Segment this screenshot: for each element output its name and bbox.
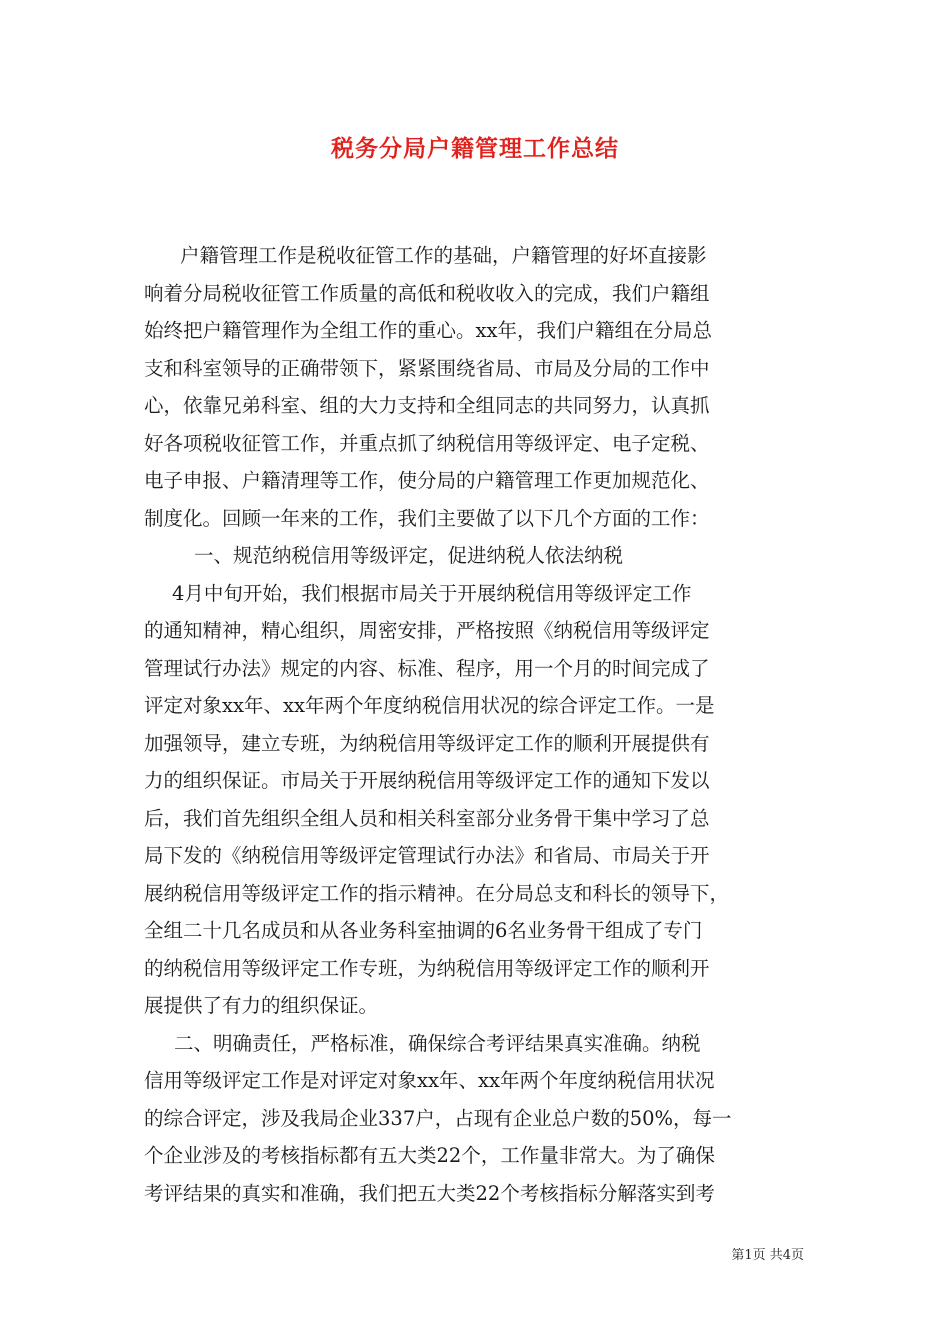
text-line: 的综合评定，涉及我局企业337户，占现有企业总户数的50%，每一 [144,1106,732,1130]
text-line: 4月中旬开始，我们根据市局关于开展纳税信用等级评定工作 [172,581,692,605]
text-line: 加强领导，建立专班，为纳税信用等级评定工作的顺利开展提供有 [144,731,710,755]
document-body [144,237,808,1212]
text-line: 心，依靠兄弟科室、组的大力支持和全组同志的共同努力，认真抓 [144,394,710,417]
text-line: 展提供了有力的组织保证。 [144,994,379,1017]
text-line: 展纳税信用等级评定工作的指示精神。在分局总支和科长的领导下， [144,881,730,905]
text-line: 好各项税收征管工作，并重点抓了纳税信用等级评定、电子定税、 [144,431,710,455]
text-line: 制度化。回顾一年来的工作，我们主要做了以下几个方面的工作： [144,506,710,530]
text-line: 始终把户籍管理作为全组工作的重心。xx年，我们户籍组在分局总 [144,319,712,342]
text-line: 户籍管理工作是税收征管工作的基础，户籍管理的好坏直接影 [180,244,707,267]
page-footer: 第1页 共4页 [731,1248,804,1263]
text-line: 全组二十几名成员和从各业务科室抽调的6名业务骨干组成了专门 [144,919,703,942]
text-line: 考评结果的真实和准确，我们把五大类22个考核指标分解落实到考 [144,1181,715,1205]
text-line: 局下发的《纳税信用等级评定管理试行办法》和省局、市局关于开 [144,844,710,867]
document-title: 税务分局户籍管理工作总结 [331,135,619,162]
text-line: 电子申报、户籍清理等工作，使分局的户籍管理工作更加规范化、 [144,469,710,492]
text-line: 的通知精神，精心组织，周密安排，严格按照《纳税信用等级评定 [144,619,710,642]
text-line: 响着分局税收征管工作质量的高低和税收收入的完成，我们户籍组 [144,281,710,305]
text-line: 管理试行办法》规定的内容、标准、程序，用一个月的时间完成了 [144,656,710,680]
text-line: 的纳税信用等级评定工作专班，为纳税信用等级评定工作的顺利开 [144,956,710,980]
text-line: 一、规范纳税信用等级评定，促进纳税人依法纳税 [194,544,624,567]
text-line: 后，我们首先组织全组人员和相关科室部分业务骨干集中学习了总 [144,806,710,830]
text-line: 力的组织保证。市局关于开展纳税信用等级评定工作的通知下发以 [144,769,710,792]
text-line: 支和科室领导的正确带领下，紧紧围绕省局、市局及分局的工作中 [144,356,710,380]
text-line: 评定对象xx年、xx年两个年度纳税信用状况的综合评定工作。一是 [144,694,715,717]
text-line: 个企业涉及的考核指标都有五大类22个，工作量非常大。为了确保 [144,1144,715,1167]
text-line: 二、明确责任，严格标准，确保综合考评结果真实准确。纳税 [174,1031,701,1055]
text-line: 信用等级评定工作是对评定对象xx年、xx年两个年度纳税信用状况 [144,1069,715,1092]
